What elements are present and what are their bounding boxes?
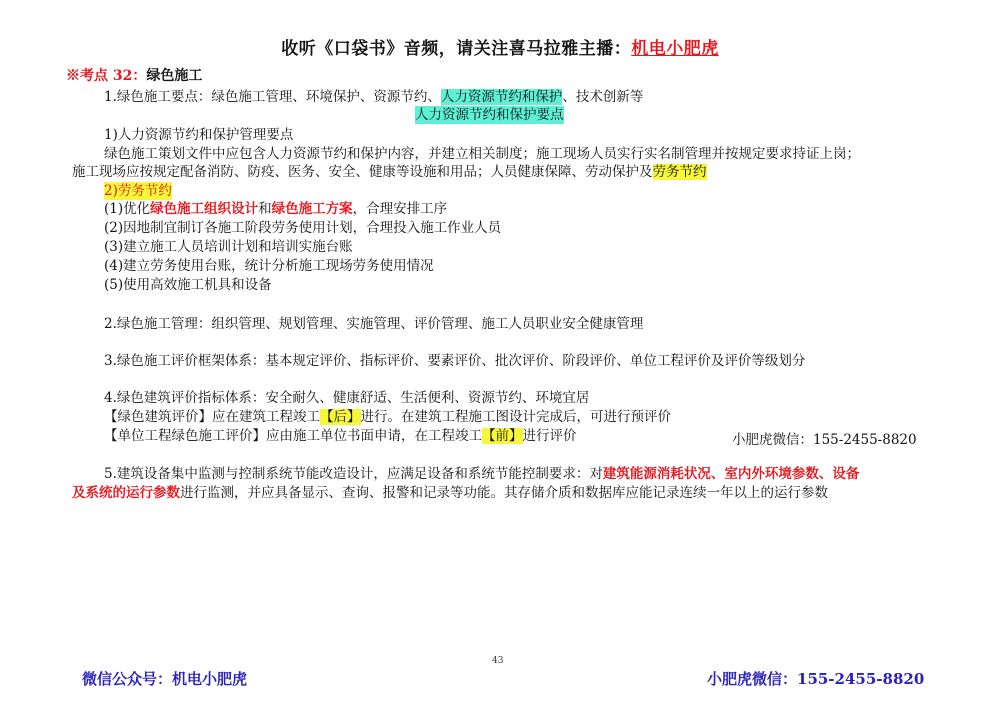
- footer-right: 小肥虎微信：155-2455-8820: [707, 670, 925, 688]
- paragraph-5-line-1-a: 5.建筑设备集中监测与控制系统节能改造设计，应满足设备和系统节能控制要求：对: [104, 466, 603, 482]
- list-item-1: [104, 200, 447, 218]
- subsection-1-title: 1)人力资源节约和保护管理要点: [104, 127, 294, 143]
- section-heading: [66, 67, 202, 85]
- subsection-2-title: 2)劳务节约: [104, 183, 172, 199]
- paragraph-4-line-3-highlight: 【前】: [482, 428, 523, 444]
- list-item-5: (5)使用高效施工机具和设备: [104, 277, 272, 293]
- header-prefix: 收听《口袋书》音频，请关注喜马拉雅主播：: [281, 39, 632, 59]
- paragraph-4-line-3-a: 【单位工程绿色施工评价】应由施工单位书面申请，在工程竣工: [104, 428, 482, 444]
- paragraph-5-line-2-red: 及系统的运行参数: [72, 485, 180, 501]
- page-number: 43: [492, 656, 504, 666]
- paragraph-3: 3.绿色施工评价框架体系：基本规定评价、指标评价、要素评价、批次评价、阶段评价、单位工程评价及评价等级划分: [104, 353, 806, 369]
- paragraph-2: 2.绿色施工管理：组织管理、规划管理、实施管理、评价管理、施工人员职业安全健康管理: [104, 316, 644, 332]
- paragraph-1-subtitle: 人力资源节约和保护要点: [415, 107, 564, 123]
- section-mark: ※考点 32：: [66, 68, 147, 84]
- list-item-1-c: 和: [258, 201, 272, 217]
- paragraph-5-line-1-sep: 、: [710, 466, 725, 482]
- list-item-1-b: 绿色施工组织设计: [150, 201, 259, 217]
- paragraph-5-line-1-red-3: 设备: [832, 466, 860, 482]
- list-item-1-d: 绿色施工方案: [271, 201, 353, 217]
- list-item-4: (4)建立劳务使用台账，统计分析施工现场劳务使用情况: [104, 258, 434, 274]
- subsection-1-body-2-highlight: 劳务节约: [652, 164, 707, 180]
- inline-wechat-contact: 小肥虎微信：155-2455-8820: [732, 432, 917, 448]
- paragraph-4-line-2-b: 进行。在建筑工程施工图设计完成后，可进行预评价: [360, 409, 671, 425]
- subsection-1-body-2: [72, 163, 707, 181]
- page-header: [0, 34, 1000, 59]
- paragraph-5-line-2-b: 进行监测，并应具备显示、查询、报警和记录等功能。其存储介质和数据库应能记录连续一年以上的运行参数: [180, 485, 828, 501]
- paragraph-4-line-3: [104, 427, 577, 445]
- list-item-1-a: (1)优化: [104, 201, 151, 217]
- paragraph-4-line-2-a: 【绿色建筑评价】应在建筑工程竣工: [104, 409, 320, 425]
- paragraph-4-line-3-b: 进行评价: [522, 428, 577, 444]
- paragraph-1-highlight: 人力资源节约和保护: [440, 89, 563, 105]
- list-item-3: (3)建立施工人员培训计划和培训实施台账: [104, 239, 353, 255]
- paragraph-1: [104, 88, 643, 106]
- paragraph-5-line-1-red-1: 建筑能源消耗状况: [602, 466, 711, 482]
- paragraph-1-text: 1.绿色施工要点：绿色施工管理、环境保护、资源节约、: [104, 89, 441, 105]
- paragraph-1-tail: 、技术创新等: [562, 89, 644, 105]
- paragraph-4-line-2: [104, 408, 671, 426]
- subsection-1-body-2-text: 施工现场应按规定配备消防、防疫、医务、安全、健康等设施和用品；人员健康保障、劳动保护及: [72, 164, 653, 180]
- paragraph-4-line-2-highlight: 【后】: [320, 409, 361, 425]
- footer-left: 微信公众号：机电小肥虎: [82, 670, 248, 688]
- paragraph-5-line-1: [104, 465, 859, 483]
- header-host-link[interactable]: 机电小肥虎: [631, 39, 719, 59]
- list-item-2: (2)因地制宜制订各施工阶段劳务使用计划，合理投入施工作业人员: [104, 220, 502, 236]
- list-item-1-e: ，合理安排工序: [352, 201, 448, 217]
- paragraph-5-line-1-red-2: 室内外环境参数: [724, 466, 819, 482]
- paragraph-5-line-1-sep-2: 、: [818, 466, 833, 482]
- paragraph-4-line-1: 4.绿色建筑评价指标体系：安全耐久、健康舒适、生活便利、资源节约、环境宜居: [104, 390, 590, 406]
- paragraph-5-line-2: [72, 484, 828, 502]
- subsection-1-body-1: 绿色施工策划文件中应包含人力资源节约和保护内容，并建立相关制度；施工现场人员实行实名制管理并按规定要求持证上岗；: [104, 146, 860, 162]
- section-title: 绿色施工: [146, 68, 203, 84]
